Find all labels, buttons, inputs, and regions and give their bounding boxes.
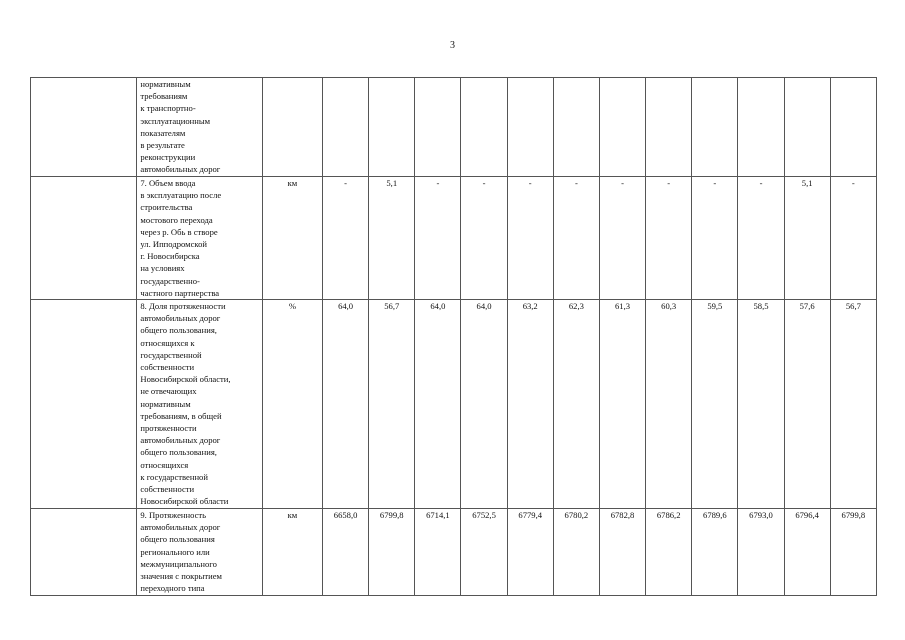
indicator-name-line: автомобильных дорог xyxy=(140,435,221,446)
value-cell: 62,3 xyxy=(553,300,599,509)
value-cell xyxy=(415,78,461,177)
indicator-name-line: мостового перехода xyxy=(140,214,213,225)
indicator-name-line: 8. Доля протяженности xyxy=(140,301,226,312)
value-cell: 59,5 xyxy=(692,300,738,509)
indicator-name-line: требованиям, в общей xyxy=(140,410,222,421)
indicator-name-line: к государственной xyxy=(140,471,208,482)
indicator-name-line: не отвечающих xyxy=(140,386,197,397)
indicator-name-cell xyxy=(137,300,262,509)
indicator-name-line: общего пользования, xyxy=(140,447,217,458)
indicator-name-line: протяженности xyxy=(140,423,197,434)
value-cell: 64,0 xyxy=(323,300,369,509)
value-cell xyxy=(553,78,599,177)
indicator-name-line: общего пользования, xyxy=(140,325,217,336)
indicator-name-line: показателям xyxy=(140,127,186,138)
value-cell xyxy=(784,78,830,177)
value-cell: 6714,1 xyxy=(415,509,461,596)
indicator-name-line: ул. Ипподромской xyxy=(140,239,208,250)
indicator-name-cell xyxy=(137,509,262,596)
value-cell xyxy=(461,78,507,177)
table-row xyxy=(31,300,877,509)
indicator-name-line: собственности xyxy=(140,484,195,495)
value-cell: - xyxy=(599,177,645,300)
indicator-name-line: межмуниципального xyxy=(140,558,217,569)
value-cell: 6789,6 xyxy=(692,509,738,596)
unit-cell: км xyxy=(262,509,322,596)
value-cell: 6796,4 xyxy=(784,509,830,596)
indicator-name-line: в результате xyxy=(140,140,185,151)
indicator-name-line: в эксплуатацию после xyxy=(140,190,222,201)
value-cell: 56,7 xyxy=(830,300,876,509)
value-cell: 6786,2 xyxy=(646,509,692,596)
value-cell: - xyxy=(507,177,553,300)
indicator-name-cell xyxy=(137,78,262,177)
value-cell: 56,7 xyxy=(369,300,415,509)
indicator-name-line: государственно- xyxy=(140,275,200,286)
table-row xyxy=(31,177,877,300)
value-cell: 64,0 xyxy=(415,300,461,509)
value-cell: 6799,8 xyxy=(830,509,876,596)
value-cell: 57,6 xyxy=(784,300,830,509)
blank-cell xyxy=(31,509,137,596)
value-cell: 60,3 xyxy=(646,300,692,509)
indicator-name-line: регионального или xyxy=(140,546,210,557)
indicator-name-line: требованиям xyxy=(140,91,188,102)
value-cell: - xyxy=(323,177,369,300)
value-cell: 6793,0 xyxy=(738,509,784,596)
indicator-name-line: 7. Объем ввода xyxy=(140,178,196,188)
indicator-name-line: общего пользования xyxy=(140,534,215,545)
value-cell xyxy=(646,78,692,177)
value-cell: - xyxy=(415,177,461,300)
table-body xyxy=(31,78,877,596)
unit-cell: % xyxy=(262,300,322,509)
value-cell xyxy=(507,78,553,177)
value-cell: 6780,2 xyxy=(553,509,599,596)
value-cell: 58,5 xyxy=(738,300,784,509)
indicator-name-line: строительства xyxy=(140,202,193,213)
value-cell: 6658,0 xyxy=(323,509,369,596)
table-row xyxy=(31,78,877,177)
page-number: 3 xyxy=(450,40,455,51)
table-row xyxy=(31,509,877,596)
value-cell: 6752,5 xyxy=(461,509,507,596)
indicator-name-line: эксплуатационным xyxy=(140,115,211,126)
unit-cell: км xyxy=(262,177,322,300)
value-cell xyxy=(830,78,876,177)
indicator-name-line: Новосибирской области xyxy=(140,496,229,507)
indicator-name-line: на условиях xyxy=(140,263,185,274)
indicator-name-line: собственности xyxy=(140,362,195,373)
indicator-name-line: частного партнерства xyxy=(140,287,220,298)
value-cell: - xyxy=(461,177,507,300)
indicator-name-line: 9. Протяженность xyxy=(140,510,207,521)
value-cell: 6779,4 xyxy=(507,509,553,596)
indicator-name-line: нормативным xyxy=(140,398,191,409)
value-cell: 63,2 xyxy=(507,300,553,509)
indicator-name-line: значения с покрытием xyxy=(140,571,222,582)
indicator-name-cell xyxy=(137,177,262,300)
value-cell: 6799,8 xyxy=(369,509,415,596)
indicator-name-line: относящихся xyxy=(140,459,189,470)
indicator-name-line: переходного типа xyxy=(140,583,205,594)
indicator-name-line: государственной xyxy=(140,349,202,360)
indicator-name-line: автомобильных дорог xyxy=(140,313,221,324)
value-cell: - xyxy=(646,177,692,300)
value-cell: 5,1 xyxy=(369,177,415,300)
indicators-table xyxy=(30,77,877,596)
indicator-name-line: через р. Обь в створе xyxy=(140,226,218,237)
value-cell xyxy=(738,78,784,177)
value-cell xyxy=(692,78,738,177)
blank-cell xyxy=(31,177,137,300)
value-cell xyxy=(369,78,415,177)
value-cell: - xyxy=(738,177,784,300)
value-cell: 61,3 xyxy=(599,300,645,509)
indicator-name-line: нормативным xyxy=(140,79,191,89)
value-cell: - xyxy=(692,177,738,300)
value-cell: - xyxy=(553,177,599,300)
unit-cell xyxy=(262,78,322,177)
value-cell: 64,0 xyxy=(461,300,507,509)
indicator-name-line: автомобильных дорог xyxy=(140,522,221,533)
value-cell: - xyxy=(830,177,876,300)
indicator-name-line: относящихся к xyxy=(140,337,195,348)
blank-cell xyxy=(31,78,137,177)
indicator-name-line: реконструкции xyxy=(140,152,196,163)
blank-cell xyxy=(31,300,137,509)
value-cell: 5,1 xyxy=(784,177,830,300)
indicator-name-line: Новосибирской области, xyxy=(140,374,231,385)
value-cell: 6782,8 xyxy=(599,509,645,596)
value-cell xyxy=(323,78,369,177)
indicator-name-line: г. Новосибирска xyxy=(140,251,200,262)
indicator-name-line: к транспортно- xyxy=(140,103,196,114)
value-cell xyxy=(599,78,645,177)
indicator-name-line: автомобильных дорог xyxy=(140,164,221,175)
